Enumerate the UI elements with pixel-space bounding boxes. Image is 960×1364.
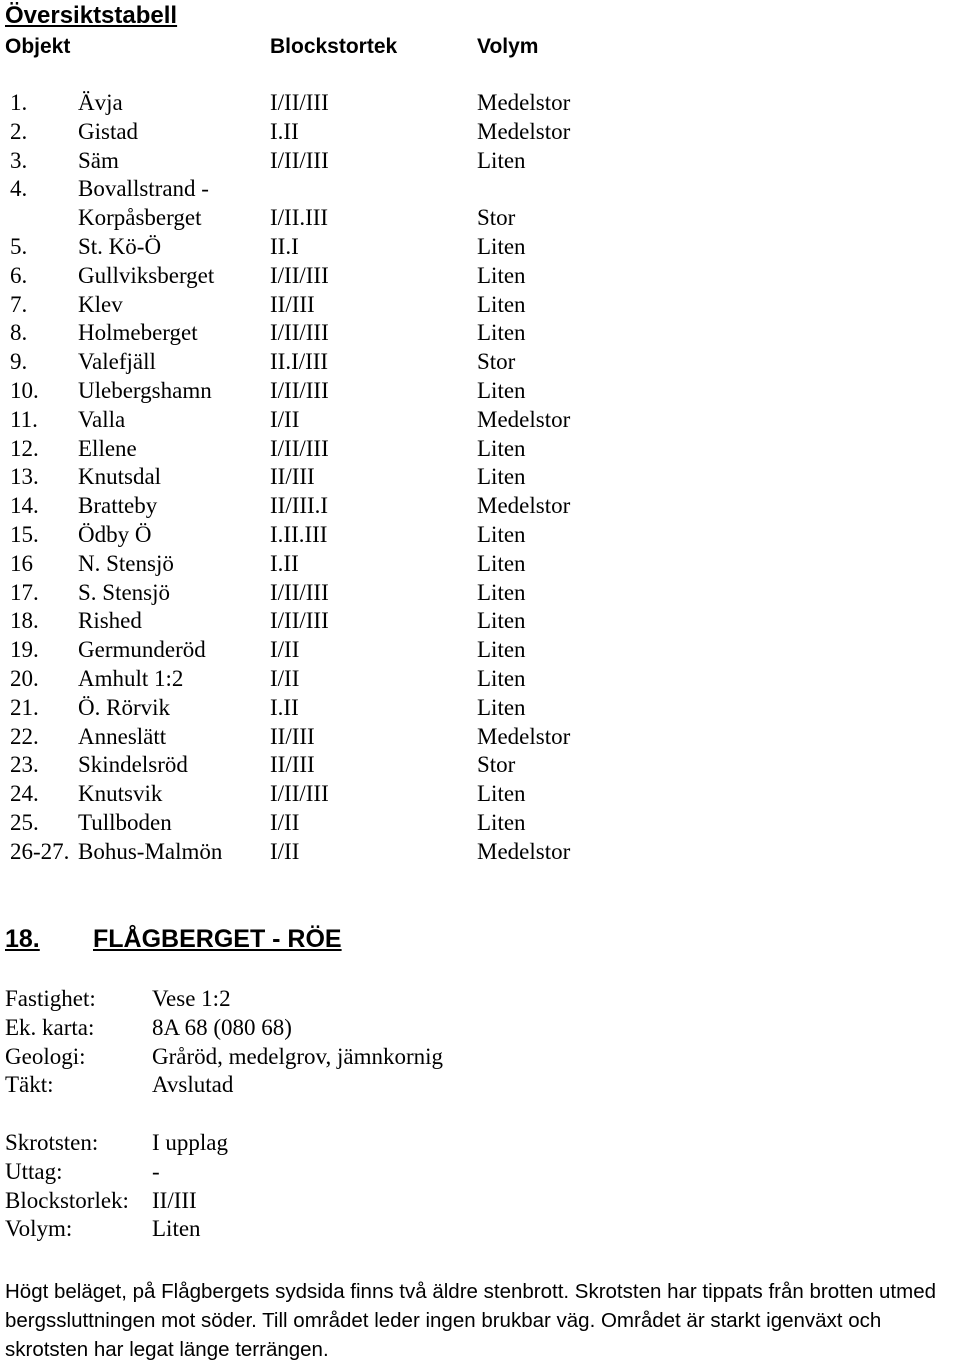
- row-number: 12.: [10, 435, 39, 461]
- row-volume: Liten: [477, 579, 526, 605]
- table-row: [5, 204, 705, 233]
- row-volume: Medelstor: [477, 90, 571, 115]
- row-name: Ellene: [78, 435, 137, 461]
- row-volume: Medelstor: [477, 406, 571, 432]
- row-volume: Liten: [477, 809, 526, 835]
- row-name: Valefjäll: [78, 349, 156, 375]
- fact-value: II/III: [152, 1187, 197, 1213]
- row-name: Säm: [78, 147, 119, 173]
- table-row: [5, 406, 705, 435]
- fact-row: [5, 1129, 705, 1158]
- row-number: 1.: [10, 90, 28, 115]
- table-row: [5, 780, 705, 809]
- fact-value: -: [152, 1158, 160, 1184]
- table-row: [5, 607, 705, 636]
- description-paragraph: Högt beläget, på Flågbergets sydsida finns två äldre stenbrott. Skrotsten har tippats från brotten utmed bergssluttningen mot söder. Till området leder ingen brukbar väg. Området är starkt igenväxt och skrotsten har legat länge terrängen.: [5, 1280, 936, 1361]
- row-block: I/II: [270, 665, 300, 691]
- fact-label: Blockstorlek:: [5, 1187, 129, 1213]
- row-block: II.I/III: [270, 349, 329, 375]
- row-block: I/II: [270, 637, 300, 663]
- row-block: II/III: [270, 464, 315, 490]
- table-row: [5, 262, 705, 291]
- table-row: [5, 319, 705, 348]
- table-row: [5, 291, 705, 320]
- row-block: II/III: [270, 723, 315, 749]
- table-row: [5, 348, 705, 377]
- fact-value: Liten: [152, 1216, 201, 1242]
- row-volume: Liten: [477, 262, 526, 288]
- row-number: 17.: [10, 579, 39, 605]
- row-block: I.II.III: [270, 521, 328, 547]
- row-name: Klev: [78, 291, 123, 317]
- row-number: 16: [10, 550, 33, 576]
- fact-label: Uttag:: [5, 1158, 63, 1184]
- row-number: 21.: [10, 694, 39, 720]
- table-row: [5, 809, 705, 838]
- row-volume: Liten: [477, 694, 526, 720]
- fact-label: Volym:: [5, 1216, 73, 1242]
- row-number: 10.: [10, 377, 39, 403]
- row-block: I/II/III: [270, 262, 329, 288]
- fact-row: [5, 1187, 705, 1216]
- row-volume: Liten: [477, 637, 526, 663]
- row-block: I/II/III: [270, 320, 329, 346]
- row-name: Bratteby: [78, 493, 158, 519]
- row-name: Bovallstrand -: [78, 176, 209, 202]
- row-name: Valla: [78, 406, 126, 432]
- row-volume: Liten: [477, 291, 526, 317]
- row-name: Ödby Ö: [78, 521, 152, 547]
- column-header-volume: Volym: [477, 35, 539, 58]
- row-volume: Liten: [477, 521, 526, 547]
- fact-label: Täkt:: [5, 1072, 54, 1098]
- column-header-object: Objekt: [5, 35, 71, 58]
- table-row: [5, 435, 705, 464]
- row-name: Ulebergshamn: [78, 377, 212, 403]
- table-row: [5, 118, 705, 147]
- table-row: [5, 147, 705, 176]
- table-row: [5, 723, 705, 752]
- table-row: [5, 175, 705, 204]
- fact-value: I upplag: [152, 1130, 229, 1155]
- section-name: FLÅGBERGET - RÖE: [93, 925, 342, 953]
- fact-label: Ek. karta:: [5, 1014, 95, 1040]
- row-volume: Medelstor: [477, 118, 571, 144]
- overview-table: [5, 89, 705, 867]
- row-number: 15.: [10, 521, 39, 547]
- table-row: [5, 694, 705, 723]
- row-name: St. Kö-Ö: [78, 233, 162, 259]
- table-row: [5, 579, 705, 608]
- row-number: 6.: [10, 262, 28, 288]
- row-number: 20.: [10, 665, 39, 691]
- row-number: 3.: [10, 147, 28, 173]
- row-name: Bohus-Malmön: [78, 838, 223, 864]
- row-block: II.I: [270, 233, 299, 259]
- row-volume: Liten: [477, 550, 526, 576]
- fact-row: [5, 1043, 705, 1072]
- row-number: 7.: [10, 291, 28, 317]
- fact-value: Vese 1:2: [152, 986, 231, 1011]
- row-name: Gistad: [78, 118, 139, 144]
- row-volume: Liten: [477, 665, 526, 691]
- table-row: [5, 463, 705, 492]
- row-volume: Liten: [477, 233, 526, 259]
- row-number: 24.: [10, 781, 39, 807]
- row-number: 25.: [10, 809, 39, 835]
- row-number: 19.: [10, 637, 39, 663]
- fact-label: Geologi:: [5, 1043, 86, 1069]
- row-name: Skindelsröd: [78, 752, 188, 778]
- facts-list-stone: [5, 1129, 705, 1244]
- row-volume: Stor: [477, 349, 516, 375]
- row-block: I.II: [270, 694, 299, 720]
- fact-label: Fastighet:: [5, 986, 96, 1011]
- row-volume: Liten: [477, 377, 526, 403]
- table-row: [5, 492, 705, 521]
- section-heading: [5, 924, 342, 954]
- fact-value: Avslutad: [152, 1072, 234, 1098]
- row-block: I/II: [270, 838, 300, 864]
- row-number: 2.: [10, 118, 28, 144]
- page-title: Översiktstabell: [5, 2, 178, 29]
- row-name: Holmeberget: [78, 320, 198, 346]
- row-number: 9.: [10, 349, 28, 375]
- table-row: [5, 233, 705, 262]
- row-number: 18.: [10, 608, 39, 634]
- column-header-block: Blockstortek: [270, 35, 398, 58]
- table-row: [5, 665, 705, 694]
- row-block: I/II: [270, 809, 300, 835]
- row-volume: Liten: [477, 781, 526, 807]
- row-block: I/II/III: [270, 435, 329, 461]
- row-name: Gullviksberget: [78, 262, 215, 288]
- row-block: II/III: [270, 291, 315, 317]
- row-name: Anneslätt: [78, 723, 167, 749]
- fact-label: Skrotsten:: [5, 1130, 99, 1155]
- row-volume: Liten: [477, 320, 526, 346]
- row-volume: Medelstor: [477, 493, 571, 519]
- fact-value: 8A 68 (080 68): [152, 1014, 292, 1040]
- row-name: S. Stensjö: [78, 579, 171, 605]
- row-number: 4.: [10, 176, 28, 202]
- row-number: 22.: [10, 723, 39, 749]
- row-volume: Liten: [477, 147, 526, 173]
- row-number: 11.: [10, 406, 38, 432]
- row-volume: Stor: [477, 752, 516, 778]
- row-volume: Medelstor: [477, 838, 571, 864]
- fact-row: [5, 1215, 705, 1244]
- row-number: 13.: [10, 464, 39, 490]
- row-block: II/III.I: [270, 493, 329, 519]
- table-row: [5, 838, 705, 867]
- table-row: [5, 521, 705, 550]
- row-number: 14.: [10, 493, 39, 519]
- row-volume: Liten: [477, 435, 526, 461]
- fact-row: [5, 1158, 705, 1187]
- row-name: Knutsvik: [78, 781, 163, 807]
- section-number: 18.: [5, 925, 40, 953]
- facts-list-site: [5, 985, 705, 1100]
- row-volume: Medelstor: [477, 723, 571, 749]
- row-block: I.II: [270, 118, 299, 144]
- row-block: I/II.III: [270, 205, 329, 231]
- fact-row: [5, 985, 705, 1014]
- table-row: [5, 550, 705, 579]
- row-number: 8.: [10, 320, 28, 346]
- row-name: Germunderöd: [78, 637, 206, 663]
- row-block: II/III: [270, 752, 315, 778]
- row-block: I/II/III: [270, 147, 329, 173]
- row-block: I/II: [270, 406, 300, 432]
- row-block: I/II/III: [270, 781, 329, 807]
- fact-row: [5, 1014, 705, 1043]
- fact-row: [5, 1071, 705, 1100]
- row-number: 26-27.: [10, 838, 70, 864]
- row-volume: Liten: [477, 464, 526, 490]
- row-block: I/II/III: [270, 579, 329, 605]
- row-name: Korpåsberget: [78, 205, 202, 231]
- row-name: Ävja: [78, 90, 123, 115]
- row-name: Tullboden: [78, 809, 172, 835]
- row-number: 5.: [10, 233, 28, 259]
- row-block: I/II/III: [270, 377, 329, 403]
- table-row: [5, 636, 705, 665]
- row-volume: Liten: [477, 608, 526, 634]
- row-block: I/II/III: [270, 608, 329, 634]
- table-row: [5, 89, 705, 118]
- table-row: [5, 377, 705, 406]
- row-number: 23.: [10, 752, 39, 778]
- row-name: Knutsdal: [78, 464, 162, 490]
- row-name: Ö. Rörvik: [78, 694, 170, 720]
- row-name: N. Stensjö: [78, 550, 174, 576]
- fact-value: Gråröd, medelgrov, jämnkornig: [152, 1043, 444, 1069]
- row-name: Amhult 1:2: [78, 665, 184, 691]
- row-block: I.II: [270, 550, 299, 576]
- row-volume: Stor: [477, 205, 516, 231]
- table-row: [5, 751, 705, 780]
- row-name: Rished: [78, 608, 142, 634]
- row-block: I/II/III: [270, 90, 329, 115]
